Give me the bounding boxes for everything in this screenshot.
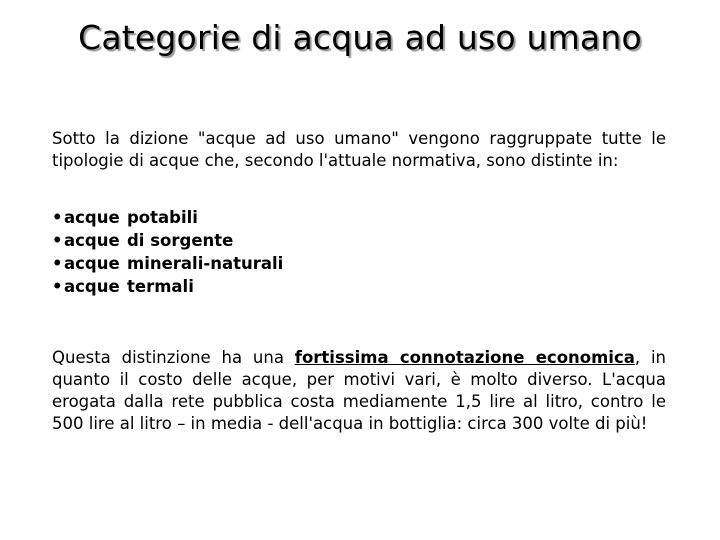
list-item: [52, 275, 652, 298]
bullet-icon: •: [52, 231, 63, 250]
list-item-label: di sorgente: [127, 231, 234, 250]
list-item-word: acque: [64, 208, 120, 227]
closing-text-before: Questa distinzione ha una: [52, 348, 295, 367]
slide-title: Categorie di acqua ad uso umano: [78, 18, 642, 57]
emphasis-text: fortissima connotazione economica: [294, 348, 635, 367]
bullet-icon: •: [52, 208, 63, 227]
bullet-icon: •: [52, 277, 63, 296]
list-item: [52, 229, 652, 252]
closing-paragraph: [52, 347, 666, 435]
list-item-word: acque: [64, 254, 120, 273]
list-item-label: minerali-naturali: [127, 254, 284, 273]
list-item-label: potabili: [127, 208, 198, 227]
bullet-icon: •: [52, 254, 63, 273]
list-item-word: acque: [64, 231, 120, 250]
water-type-list: [52, 206, 652, 298]
list-item: [52, 206, 652, 229]
list-item-label: termali: [127, 277, 194, 296]
closing-text-after: , in quanto il costo delle acque, per motivi vari, è molto diverso. L'acqua erogata dalla rete pubblica costa mediamente 1,5 lire al litro, contro le 500 lire al litro – in media - dell'acqua in bottiglia: circa 300 volte di più!: [52, 348, 666, 433]
intro-paragraph: Sotto la dizione "acque ad uso umano" vengono raggruppate tutte le tipologie di acque che, secondo l'attuale normativa, sono distinte in:: [52, 129, 666, 170]
list-item-word: acque: [64, 277, 120, 296]
list-item: [52, 252, 652, 275]
